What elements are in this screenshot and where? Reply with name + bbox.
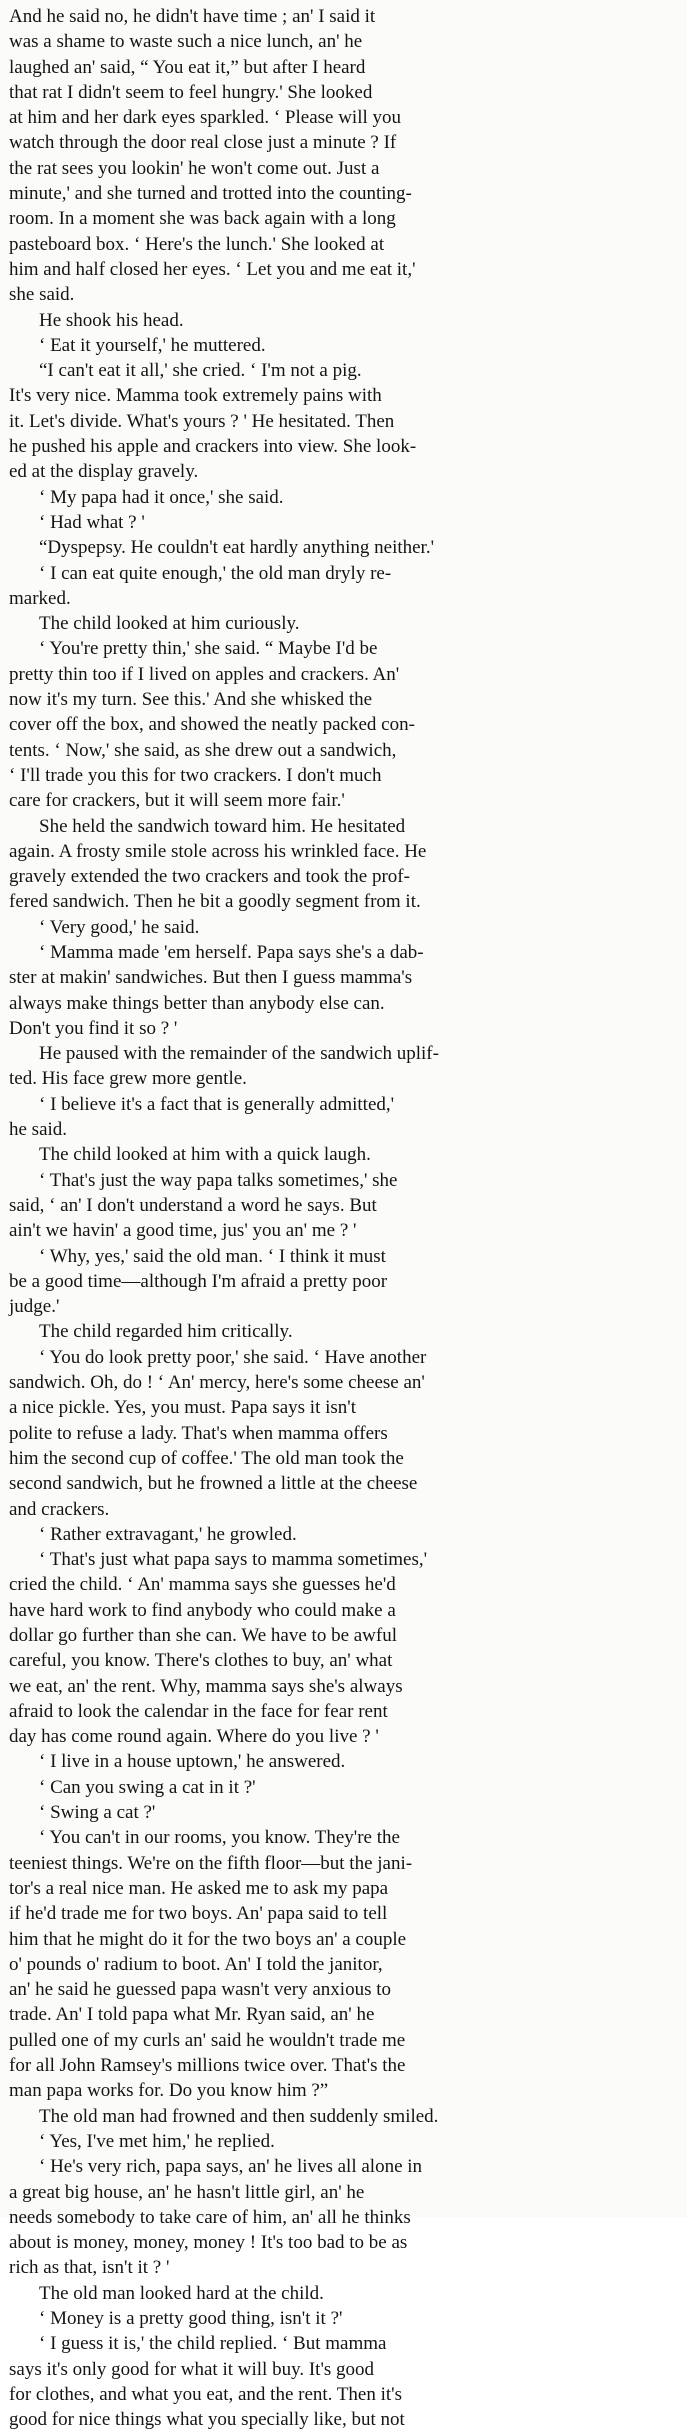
text-line: It's very nice. Mamma took extremely pains with <box>9 385 382 407</box>
paragraph <box>9 2306 678 2331</box>
text-line: “I can't eat it all,' she cried. ‘ I'm not a pig. <box>39 360 362 382</box>
text-line: ‘ I'll trade you this for two crackers. I don't much <box>9 764 382 786</box>
text-line: for all John Ramsey's millions twice over. That's the <box>9 2055 406 2077</box>
text-line: ‘ Had what ? ' <box>39 511 145 533</box>
text-line: The old man had frowned and then suddenly smiled. <box>39 2105 439 2127</box>
paragraph <box>9 636 678 661</box>
paragraph <box>9 586 678 611</box>
text-line: pretty thin too if I lived on apples and crackers. An' <box>9 663 400 685</box>
paragraph <box>9 2281 678 2306</box>
text-line: “Dyspepsy. He couldn't eat hardly anything neither.' <box>39 537 435 559</box>
paragraph <box>9 1370 678 1522</box>
paragraph <box>9 2180 678 2281</box>
text-line: trade. An' I told papa what Mr. Ryan said, an' he <box>9 2004 375 2026</box>
text-line: dollar go further than she can. We have to be awful <box>9 1625 398 1646</box>
text-line: at him and her dark eyes sparkled. ‘ Please will you <box>9 107 402 129</box>
paragraph <box>9 1168 678 1193</box>
paragraph <box>9 2154 678 2179</box>
text-line: him that he might do it for the two boys an' a couple <box>9 1928 407 1950</box>
paragraph <box>9 1066 678 1091</box>
text-line: him and half closed her eyes. ‘ Let you and me eat it,' <box>9 258 416 280</box>
text-line: says it's only good for what it will buy. It's good <box>9 2358 375 2380</box>
text-line: was a shame to waste such a nice lunch, an' he <box>9 31 363 53</box>
paragraph <box>9 1319 678 1344</box>
paragraph <box>9 1749 678 1774</box>
text-line: tents. ‘ Now,' she said, as she drew out a sandwich, <box>9 739 397 761</box>
text-line: rich as that, isn't it ? ' <box>9 2257 170 2279</box>
paragraph <box>9 1800 678 1825</box>
paragraph <box>9 1041 678 1066</box>
text-line: for clothes, and what you eat, and the rent. Then it's <box>9 2383 402 2405</box>
paragraph <box>9 2357 678 2433</box>
text-line: judge.' <box>9 1296 60 1318</box>
text-line: laughed an' said, “ You eat it,” but after I heard <box>9 56 366 78</box>
text-line: ‘ You do look pretty poor,' she said. ‘ Have another <box>39 1346 427 1368</box>
paragraph <box>9 2331 678 2356</box>
text-line: an' he said he guessed papa wasn't very anxious to <box>9 1979 391 2001</box>
paragraph <box>9 839 678 915</box>
text-line: room. In a moment she was back again with a long <box>9 208 396 230</box>
text-line: ‘ That's just what papa says to mamma sometimes,' <box>39 1549 428 1571</box>
text-line: She held the sandwich toward him. He hesitated <box>39 815 406 837</box>
text-line: o' pounds o' radium to boot. An' I told the janitor, <box>9 1953 383 1975</box>
paragraph <box>9 1775 678 1800</box>
text-line: ‘ Swing a cat ?' <box>39 1802 156 1824</box>
paragraph <box>9 1193 678 1244</box>
text-line: cried the child. ‘ An' mamma says she guesses he'd <box>9 1574 396 1596</box>
paragraph <box>9 1244 678 1269</box>
text-line: ‘ Can you swing a cat in it ?' <box>39 1776 256 1798</box>
paragraph <box>9 2104 678 2129</box>
paragraph <box>9 383 678 484</box>
text-line: she said. <box>9 284 75 306</box>
text-line: The old man looked hard at the child. <box>39 2282 324 2304</box>
text-line: ain't we havin' a good time, jus' you an' me ? ' <box>9 1220 357 1242</box>
paragraph <box>9 308 678 333</box>
text-line: he said. <box>9 1119 68 1141</box>
text-line: marked. <box>9 587 71 609</box>
text-line: ‘ Money is a pretty good thing, isn't it ?' <box>39 2308 343 2330</box>
text-line: the rat sees you lookin' he won't come out. Just a <box>9 157 380 179</box>
text-line: man papa works for. Do you know him ?” <box>9 2080 329 2102</box>
text-line: said, ‘ an' I don't understand a word he says. But <box>9 1194 377 1216</box>
text-line: it. Let's divide. What's yours ? ' He hesitated. Then <box>9 410 395 432</box>
text-line: ‘ Why, yes,' said the old man. ‘ I think it must <box>39 1245 386 1267</box>
text-line: fered sandwich. Then he bit a goodly segment from it. <box>9 891 421 913</box>
text-line: him the second cup of coffee.' The old man took the <box>9 1447 404 1469</box>
text-line: ‘ I guess it is,' the child replied. ‘ But mamma <box>39 2333 387 2355</box>
text-line: polite to refuse a lady. That's when mamma offers <box>9 1422 388 1444</box>
text-line: gravely extended the two crackers and took the prof- <box>9 866 410 888</box>
paragraph <box>9 4 678 308</box>
text-line: ‘ My papa had it once,' she said. <box>39 486 284 508</box>
paragraph <box>9 965 678 1041</box>
paragraph <box>9 1345 678 1370</box>
text-line: He paused with the remainder of the sandwich uplif- <box>39 1043 439 1065</box>
paragraph <box>9 561 678 586</box>
text-line: ‘ Eat it yourself,' he muttered. <box>39 334 266 356</box>
text-line: ‘ Rather extravagant,' he growled. <box>39 1523 297 1545</box>
text-line: tor's a real nice man. He asked me to ask my papa <box>9 1877 389 1899</box>
text-line: ed at the display gravely. <box>9 461 199 483</box>
text-line: good for nice things what you specially like, but not <box>9 2409 405 2431</box>
text-line: again. A frosty smile stole across his wrinkled face. He <box>9 840 427 862</box>
paragraph <box>9 1547 678 1572</box>
paragraph <box>9 1269 678 1320</box>
text-line: The child looked at him with a quick laugh. <box>39 1144 371 1166</box>
text-line: watch through the door real close just a minute ? If <box>9 132 397 154</box>
text-line: ‘ You're pretty thin,' she said. “ Maybe I'd be <box>39 638 378 660</box>
text-line: have hard work to find anybody who could make a <box>9 1599 396 1621</box>
paragraph <box>9 611 678 636</box>
text-line: always make things better than anybody else can. <box>9 992 385 1014</box>
text-line: day has come round again. Where do you live ? ' <box>9 1726 379 1748</box>
text-line: ‘ Yes, I've met him,' he replied. <box>39 2130 275 2152</box>
text-line: second sandwich, but he frowned a little at the cheese <box>9 1473 418 1495</box>
paragraph <box>9 915 678 940</box>
paragraph <box>9 333 678 358</box>
text-line: that rat I didn't seem to feel hungry.' She looked <box>9 81 373 103</box>
text-line: a nice pickle. Yes, you must. Papa says it isn't <box>9 1397 356 1419</box>
text-line: ‘ I live in a house uptown,' he answered. <box>39 1751 346 1773</box>
paragraph <box>9 940 678 965</box>
paragraph <box>9 510 678 535</box>
paragraph <box>9 358 678 383</box>
text-line: sandwich. Oh, do ! ‘ An' mercy, here's some cheese an' <box>9 1372 425 1394</box>
text-line: ‘ He's very rich, papa says, an' he lives all alone in <box>39 2156 423 2178</box>
paragraph <box>9 2129 678 2154</box>
text-line: ster at makin' sandwiches. But then I guess mamma's <box>9 967 413 989</box>
paragraph <box>9 662 678 814</box>
paragraph <box>9 1142 678 1167</box>
text-line: now it's my turn. See this.' And she whisked the <box>9 689 373 711</box>
text-line: He shook his head. <box>39 309 184 331</box>
paragraph <box>9 1825 678 1850</box>
text-line: minute,' and she turned and trotted into the counting- <box>9 183 412 205</box>
text-line: ‘ Very good,' he said. <box>39 916 200 938</box>
paragraph <box>9 814 678 839</box>
paragraph <box>9 1572 678 1749</box>
text-line: And he said no, he didn't have time ; an' I said it <box>9 6 376 27</box>
text-line: pulled one of my curls an' said he wouldn't trade me <box>9 2029 406 2051</box>
text-line: a great big house, an' he hasn't little girl, an' he <box>9 2181 365 2203</box>
text-line: cover off the box, and showed the neatly packed con- <box>9 714 415 736</box>
text-line: pasteboard box. ‘ Here's the lunch.' She looked at <box>9 233 385 255</box>
text-line: afraid to look the calendar in the face for fear rent <box>9 1700 388 1722</box>
text-line: and crackers. <box>9 1498 110 1520</box>
paragraph <box>9 1522 678 1547</box>
text-line: ‘ I can eat quite enough,' the old man dryly re- <box>39 562 392 584</box>
text-line: ‘ You can't in our rooms, you know. They're the <box>39 1827 400 1849</box>
text-line: about is money, money, money ! It's too bad to be as <box>9 2232 408 2254</box>
paragraph <box>9 535 678 560</box>
text-line: ted. His face grew more gentle. <box>9 1068 247 1090</box>
text-line: ‘ Mamma made 'em herself. Papa says she's a dab- <box>39 941 424 963</box>
text-line: we eat, an' the rent. Why, mamma says she's always <box>9 1675 403 1697</box>
text-line: be a good time—although I'm afraid a pretty poor <box>9 1270 388 1292</box>
text-line: if he'd trade me for two boys. An' papa said to tell <box>9 1903 388 1925</box>
text-line: care for crackers, but it will seem more fair.' <box>9 790 345 812</box>
text-line: Don't you find it so ? ' <box>9 1017 178 1039</box>
text-line: The child regarded him critically. <box>39 1321 293 1343</box>
paragraph <box>9 485 678 510</box>
text-line: The child looked at him curiously. <box>39 613 300 635</box>
paragraph <box>9 1117 678 1142</box>
text-line: ‘ I believe it's a fact that is generally admitted,' <box>39 1093 395 1115</box>
text-line: careful, you know. There's clothes to buy, an' what <box>9 1650 393 1672</box>
text-line: teeniest things. We're on the fifth floor—but the jani- <box>9 1852 413 1874</box>
text-line: needs somebody to take care of him, an' all he thinks <box>9 2206 411 2228</box>
text-line: ‘ That's just the way papa talks sometimes,' she <box>39 1169 398 1191</box>
text-line: he pushed his apple and crackers into view. She look- <box>9 436 417 458</box>
paragraph <box>9 1092 678 1117</box>
paragraph <box>9 1851 678 2104</box>
